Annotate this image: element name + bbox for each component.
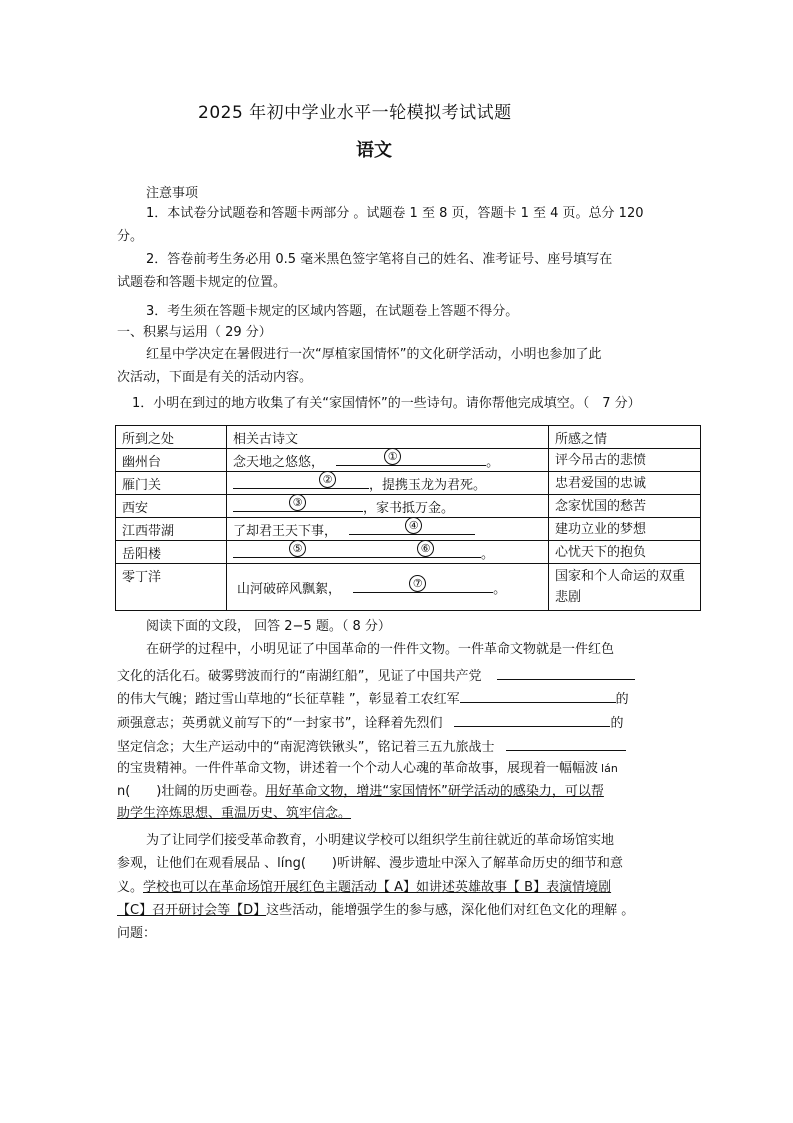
header-poem: 相关古诗文 bbox=[227, 426, 549, 449]
passage-line: 参观，让他们在观看展品 、líng( )听讲解、漫步遗址中深入了解革命历史的细节和意 bbox=[117, 856, 623, 871]
fill-blank[interactable] bbox=[233, 474, 369, 489]
passage-text: n( )壮阔的历史画卷。 bbox=[117, 784, 266, 799]
cell-feeling: 国家和个人命运的双重悲剧 bbox=[549, 564, 701, 611]
passage-line bbox=[117, 666, 635, 685]
blank-number: ② bbox=[319, 471, 336, 488]
blank-number: ③ bbox=[289, 494, 306, 511]
fill-blank[interactable] bbox=[506, 737, 626, 751]
cell-poem bbox=[227, 472, 549, 495]
cell-place: 零丁洋 bbox=[116, 564, 227, 611]
section-1-intro-line-1: 红星中学决定在暑假进行一次“厚植家国情怀”的文化研学活动，小明也参加了此 bbox=[146, 347, 602, 362]
table-row bbox=[116, 495, 701, 518]
passage-text: 的伟大气魄；踏过雪山草地的“长征草鞋 ”，彰显着工农红军 bbox=[117, 692, 460, 707]
cell-place: 雁门关 bbox=[116, 472, 227, 495]
fill-blank[interactable] bbox=[454, 713, 610, 727]
cell-place: 江西带湖 bbox=[116, 518, 227, 541]
notes-heading: 注意事项 bbox=[146, 186, 199, 201]
underlined-sentence: 助学生淬炼思想、重温历史、筑牢信念。 bbox=[117, 806, 352, 821]
table-row bbox=[116, 564, 701, 611]
poem-text: 念天地之悠悠， bbox=[233, 454, 325, 470]
passage-line bbox=[117, 903, 634, 919]
fill-blank[interactable] bbox=[349, 520, 475, 535]
passage-text: 的宝贵精神。一件件革命文物，讲述着一个个动人心魂的革命故事，展现着一幅幅波 bbox=[117, 761, 599, 776]
blank-number: ⑤ bbox=[289, 540, 306, 557]
passage-text: 的 bbox=[610, 716, 624, 731]
poem-text: 。 bbox=[493, 581, 507, 597]
exam-title: 2025 年初中学业水平一轮模拟考试试题 bbox=[198, 103, 512, 123]
passage-line bbox=[117, 784, 604, 800]
cell-poem bbox=[227, 564, 549, 611]
passage-line bbox=[117, 880, 611, 896]
cell-feeling: 忠君爱国的忠诚 bbox=[549, 472, 701, 495]
fill-blank[interactable] bbox=[336, 451, 486, 466]
cell-place: 岳阳楼 bbox=[116, 541, 227, 564]
cell-poem bbox=[227, 518, 549, 541]
pinyin-hint: lán bbox=[601, 762, 618, 775]
fill-blank[interactable] bbox=[233, 497, 363, 512]
underlined-sentence: 用好革命文物，增进“家国情怀”研学活动的感染力，可以帮 bbox=[265, 784, 604, 799]
note-1-line-1: 1．本试卷分试题卷和答题卡两部分 。试题卷 1 至 8 页，答题卡 1 至 4 页。总分 120 bbox=[146, 206, 644, 221]
blank-number: ⑥ bbox=[417, 540, 434, 557]
table-header-row bbox=[116, 426, 701, 449]
table-row bbox=[116, 518, 701, 541]
table-row bbox=[116, 449, 701, 472]
section-1-heading: 一、积累与运用（ 29 分） bbox=[117, 325, 272, 340]
table-row bbox=[116, 472, 701, 495]
cell-place: 西安 bbox=[116, 495, 227, 518]
fill-blank[interactable] bbox=[497, 666, 635, 680]
cell-feeling: 念家忧国的愁苦 bbox=[549, 495, 701, 518]
poem-text: ，家书抵万金。 bbox=[363, 500, 455, 516]
cell-feeling: 心忧天下的抱负 bbox=[549, 541, 701, 564]
cell-place: 幽州台 bbox=[116, 449, 227, 472]
subject-title: 语文 bbox=[356, 140, 392, 161]
fill-blank[interactable] bbox=[233, 543, 481, 558]
passage-text: 义。 bbox=[117, 880, 144, 895]
passage-line bbox=[117, 689, 629, 708]
poem-text: 山河破碎风飘絮， bbox=[237, 581, 342, 597]
poem-text: 了却君王天下事， bbox=[233, 523, 338, 539]
header-place: 所到之处 bbox=[116, 426, 227, 449]
passage-line bbox=[117, 737, 626, 756]
question-1: 1．小明在到过的地方收集了有关“家国情怀”的一些诗句。请你帮他完成填空。（ 7 分） bbox=[132, 396, 641, 411]
passage-line: 在研学的过程中，小明见证了中国革命的一件件文物。一件革命文物就是一件红色 bbox=[146, 642, 615, 657]
cell-feeling: 评今吊古的悲愤 bbox=[549, 449, 701, 472]
question-label: 问题： bbox=[117, 926, 157, 941]
reading-intro: 阅读下面的文段， 回答 2−5 题。（ 8 分） bbox=[146, 619, 391, 634]
poem-text: ，提携玉龙为君死。 bbox=[369, 477, 487, 493]
passage-line: 为了让同学们接受革命教育，小明建议学校可以组织学生前往就近的革命场馆实地 bbox=[146, 833, 615, 848]
passage-line bbox=[117, 713, 624, 732]
blank-number: ④ bbox=[405, 517, 422, 534]
blank-number: ① bbox=[384, 448, 401, 465]
note-2-line-1: 2．答卷前考生务必用 0.5 毫米黑色签字笔将自己的姓名、准考证号、座号填写在 bbox=[146, 252, 613, 267]
note-2-line-2: 试题卷和答题卡规定的位置。 bbox=[117, 275, 287, 290]
blank-number: ⑦ bbox=[409, 575, 426, 592]
header-feeling: 所感之情 bbox=[549, 426, 701, 449]
passage-text: 顽强意志；英勇就义前写下的“一封家书”，诠释着先烈们 bbox=[117, 716, 443, 731]
underlined-sentence: 【C】召开研讨会等【D】 bbox=[117, 903, 267, 918]
passage-text: 坚定信念；大生产运动中的“南泥湾铁锹头”，铭记着三五九旅战士 bbox=[117, 740, 495, 755]
poem-table bbox=[115, 425, 701, 611]
cell-poem bbox=[227, 495, 549, 518]
cell-poem bbox=[227, 449, 549, 472]
note-3: 3．考生须在答题卡规定的区域内答题，在试题卷上答题不得分。 bbox=[146, 304, 519, 319]
fill-blank[interactable] bbox=[353, 578, 493, 593]
poem-text: 。 bbox=[481, 546, 495, 562]
passage-text: 这些活动，能增强学生的参与感，深化他们对红色文化的理解 。 bbox=[266, 903, 635, 918]
passage-line bbox=[117, 761, 618, 777]
passage-text: 文化的活化石。破雾劈波而行的“南湖红船”，见证了中国共产党 bbox=[117, 669, 482, 684]
note-1-line-2: 分。 bbox=[117, 229, 144, 244]
cell-poem bbox=[227, 541, 549, 564]
poem-text: 。 bbox=[486, 454, 500, 470]
fill-blank[interactable] bbox=[460, 689, 616, 703]
section-1-intro-line-2: 次活动，下面是有关的活动内容。 bbox=[117, 370, 313, 385]
passage-text: 的 bbox=[615, 692, 629, 707]
table-row bbox=[116, 541, 701, 564]
underlined-sentence: 学校也可以在革命场馆开展红色主题活动【 A】如讲述英雄故事【 B】表演情境剧 bbox=[143, 880, 612, 895]
cell-feeling: 建功立业的梦想 bbox=[549, 518, 701, 541]
